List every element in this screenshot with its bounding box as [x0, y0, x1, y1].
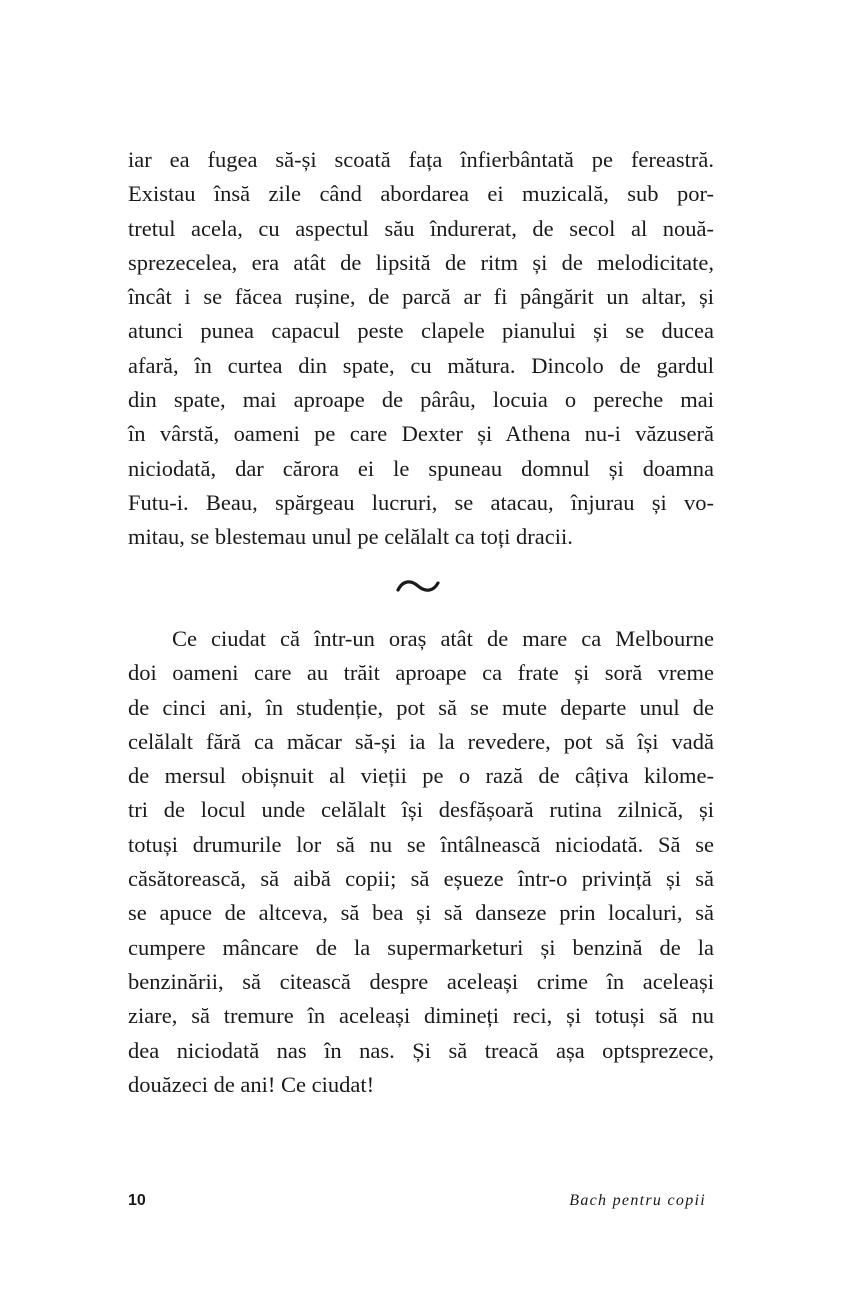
- text-line: celălalt fără ca măcar să-și ia la revedere, pot să își vadă: [128, 728, 714, 754]
- text-line: din spate, mai aproape de pârâu, locuia o pereche mai: [128, 387, 714, 413]
- text-line: tretul acela, cu aspectul său îndurerat, de secol al nouă-: [128, 215, 714, 241]
- paragraph-2: [128, 622, 714, 1102]
- text-line: ziare, să tremure în aceleași dimineți reci, și totuși să nu: [128, 1003, 714, 1029]
- text-line: sprezecelea, era atât de lipsită de ritm și de melodicitate,: [128, 249, 714, 275]
- text-line: în vârstă, oameni pe care Dexter și Athena nu-i văzuseră: [128, 421, 714, 447]
- text-line: doi oameni care au trăit aproape ca frate și soră vreme: [128, 660, 714, 686]
- page-number: 10: [128, 1192, 146, 1209]
- text-line: căsătorească, să aibă copii; să eșueze într-o privință și să: [128, 866, 714, 892]
- text-line: de cinci ani, în studenție, pot să se mute departe unul de: [128, 694, 714, 720]
- paragraph-1: [128, 143, 714, 555]
- text-line: Futu-i. Beau, spărgeau lucruri, se atacau, înjurau și vo-: [128, 489, 714, 515]
- text-line: Ce ciudat că într-un oraș atât de mare ca Melbourne: [172, 626, 714, 651]
- text-line: benzinării, să citească despre aceleași crime în aceleași: [128, 968, 714, 994]
- text-line: atunci punea capacul peste clapele pianului și se ducea: [128, 318, 714, 344]
- text-line: de mersul obișnuit al vieții pe o rază de câțiva kilome-: [128, 763, 714, 789]
- tilde-ornament-icon: [395, 572, 441, 600]
- text-line: afară, în curtea din spate, cu mătura. Dincolo de gardul: [128, 352, 714, 378]
- text-line: mitau, se blestemau unul pe celălalt ca toți dracii.: [128, 524, 573, 550]
- text-line: cumpere mâncare de la supermarketuri și benzină de la: [128, 934, 714, 960]
- text-line: tri de locul unde celălalt își desfășoară rutina zilnică, și: [128, 797, 714, 823]
- text-line: totuși drumurile lor să nu se întâlnească niciodată. Să se: [128, 831, 714, 857]
- running-title: Bach pentru copii: [569, 1192, 706, 1209]
- text-line: niciodată, dar cărora ei le spuneau domnul și doamna: [128, 455, 714, 481]
- text-line: se apuce de altceva, să bea și să danseze prin localuri, să: [128, 900, 714, 926]
- text-line: douăzeci de ani! Ce ciudat!: [128, 1071, 375, 1097]
- text-line: dea niciodată nas în nas. Și să treacă așa optsprezece,: [128, 1037, 714, 1063]
- text-line: iar ea fugea să-și scoată fața înfierbântată pe fereastră.: [128, 147, 714, 172]
- text-line: Existau însă zile când abordarea ei muzicală, sub por-: [128, 181, 714, 207]
- text-line: încât i se făcea rușine, de parcă ar fi pângărit un altar, și: [128, 284, 714, 310]
